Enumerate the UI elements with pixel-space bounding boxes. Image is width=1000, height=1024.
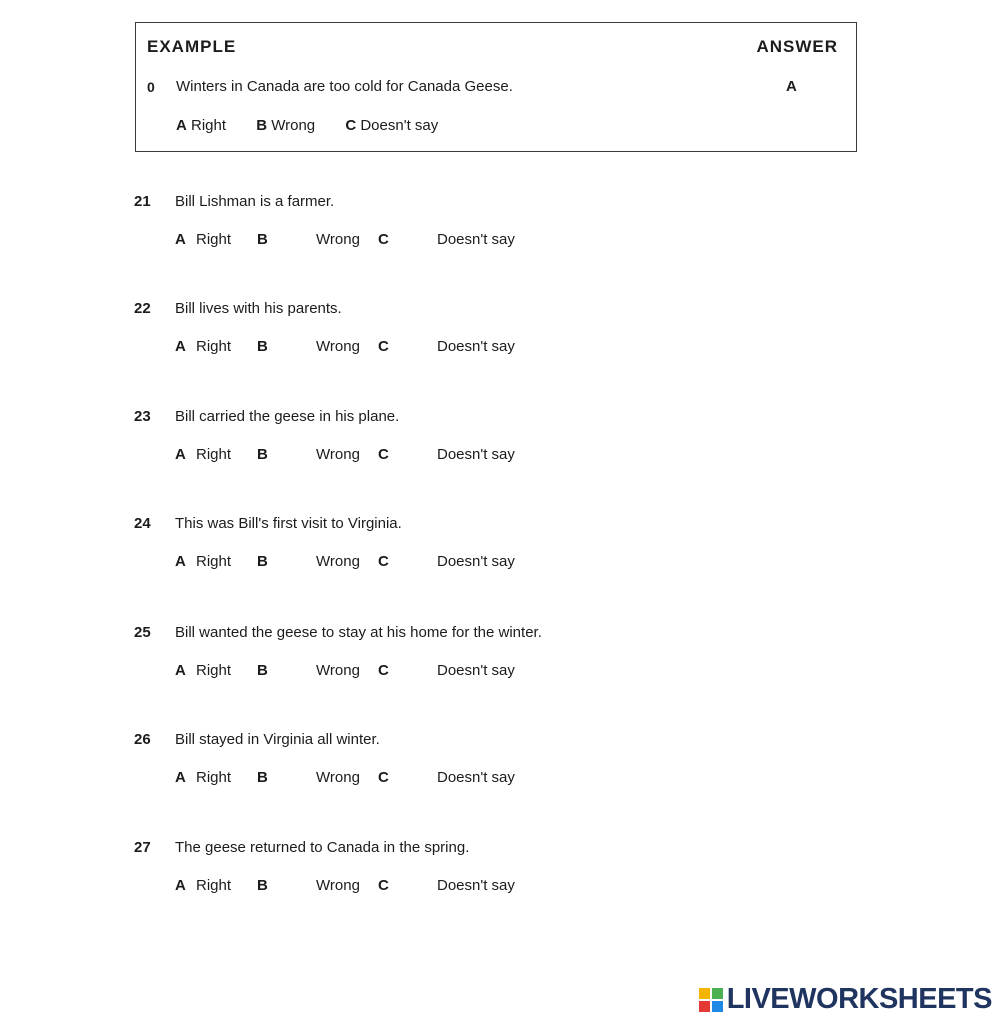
logo-square xyxy=(699,1001,710,1012)
option-a-letter[interactable]: A xyxy=(175,662,186,679)
question-statement: The geese returned to Canada in the spring. xyxy=(175,839,470,856)
option-c-label[interactable]: Doesn't say xyxy=(437,338,515,355)
option-a-letter[interactable]: A xyxy=(175,769,186,786)
brand-name: LIVEWORKSHEETS xyxy=(726,983,992,1015)
question-21 xyxy=(0,193,1000,253)
question-23 xyxy=(0,408,1000,468)
option-a-label[interactable]: Right xyxy=(196,338,232,355)
option-c-label[interactable]: Doesn't say xyxy=(437,769,515,786)
example-statement: Winters in Canada are too cold for Canada Geese. xyxy=(176,78,513,95)
example-box xyxy=(135,22,857,152)
option-b-letter[interactable]: B xyxy=(257,231,268,248)
question-27 xyxy=(0,839,1000,899)
example-option-c xyxy=(345,117,438,134)
example-heading: EXAMPLE xyxy=(147,37,237,56)
question-25 xyxy=(0,624,1000,684)
option-a-label[interactable]: Right xyxy=(196,553,232,570)
option-c-letter[interactable]: C xyxy=(378,769,389,786)
logo-square xyxy=(712,988,723,999)
option-c-letter[interactable]: C xyxy=(378,662,389,679)
example-number: 0 xyxy=(147,79,155,95)
option-a-label[interactable]: Right xyxy=(196,231,232,248)
question-number: 27 xyxy=(134,839,151,856)
option-a-letter[interactable]: A xyxy=(175,338,186,355)
option-b-letter[interactable]: B xyxy=(257,553,268,570)
option-a-letter[interactable]: A xyxy=(175,231,186,248)
answer-options xyxy=(175,446,595,468)
option-label: Wrong xyxy=(271,117,316,134)
option-a-label[interactable]: Right xyxy=(196,446,232,463)
example-options xyxy=(176,117,464,134)
question-number: 21 xyxy=(134,193,151,210)
question-number: 23 xyxy=(134,408,151,425)
answer-options xyxy=(175,877,595,899)
question-26 xyxy=(0,731,1000,791)
option-label: Right xyxy=(191,117,227,134)
option-a-label[interactable]: Right xyxy=(196,769,232,786)
option-c-label[interactable]: Doesn't say xyxy=(437,231,515,248)
option-b-label[interactable]: Wrong xyxy=(316,877,360,894)
example-option-b xyxy=(256,117,315,134)
option-c-label[interactable]: Doesn't say xyxy=(437,446,515,463)
option-a-label[interactable]: Right xyxy=(196,662,232,679)
question-number: 22 xyxy=(134,300,151,317)
option-a-label[interactable]: Right xyxy=(196,877,232,894)
brand-logo-icon xyxy=(699,988,723,1012)
option-letter: C xyxy=(345,117,357,134)
answer-options xyxy=(175,769,595,791)
option-b-letter[interactable]: B xyxy=(257,662,268,679)
option-c-label[interactable]: Doesn't say xyxy=(437,662,515,679)
liveworksheets-logo xyxy=(699,983,992,1016)
option-b-letter[interactable]: B xyxy=(257,877,268,894)
option-c-letter[interactable]: C xyxy=(378,877,389,894)
question-statement: Bill Lishman is a farmer. xyxy=(175,193,335,210)
option-a-letter[interactable]: A xyxy=(175,446,186,463)
option-letter: A xyxy=(176,117,187,134)
option-c-letter[interactable]: C xyxy=(378,338,389,355)
question-statement: Bill wanted the geese to stay at his home for the winter. xyxy=(175,624,542,641)
question-statement: Bill stayed in Virginia all winter. xyxy=(175,731,380,748)
option-c-label[interactable]: Doesn't say xyxy=(437,877,515,894)
option-b-label[interactable]: Wrong xyxy=(316,553,360,570)
option-b-letter[interactable]: B xyxy=(257,338,268,355)
option-a-letter[interactable]: A xyxy=(175,553,186,570)
question-24 xyxy=(0,515,1000,575)
example-option-a xyxy=(176,117,226,134)
option-b-label[interactable]: Wrong xyxy=(316,446,360,463)
option-c-letter[interactable]: C xyxy=(378,231,389,248)
option-b-label[interactable]: Wrong xyxy=(316,338,360,355)
option-label: Doesn't say xyxy=(360,117,439,134)
answer-options xyxy=(175,553,595,575)
option-c-letter[interactable]: C xyxy=(378,446,389,463)
option-b-letter[interactable]: B xyxy=(257,446,268,463)
option-b-label[interactable]: Wrong xyxy=(316,662,360,679)
option-b-label[interactable]: Wrong xyxy=(316,231,360,248)
logo-square xyxy=(699,988,710,999)
answer-options xyxy=(175,231,595,253)
option-a-letter[interactable]: A xyxy=(175,877,186,894)
answer-options xyxy=(175,662,595,684)
option-c-letter[interactable]: C xyxy=(378,553,389,570)
question-statement: Bill carried the geese in his plane. xyxy=(175,408,400,425)
question-statement: This was Bill's first visit to Virginia. xyxy=(175,515,402,532)
option-b-label[interactable]: Wrong xyxy=(316,769,360,786)
question-number: 26 xyxy=(134,731,151,748)
logo-square xyxy=(712,1001,723,1012)
question-number: 25 xyxy=(134,624,151,641)
example-answer: A xyxy=(786,78,797,95)
option-c-label[interactable]: Doesn't say xyxy=(437,553,515,570)
question-22 xyxy=(0,300,1000,360)
answer-options xyxy=(175,338,595,360)
option-letter: B xyxy=(256,117,268,134)
question-statement: Bill lives with his parents. xyxy=(175,300,342,317)
answer-heading: ANSWER xyxy=(756,37,838,56)
question-number: 24 xyxy=(134,515,151,532)
option-b-letter[interactable]: B xyxy=(257,769,268,786)
